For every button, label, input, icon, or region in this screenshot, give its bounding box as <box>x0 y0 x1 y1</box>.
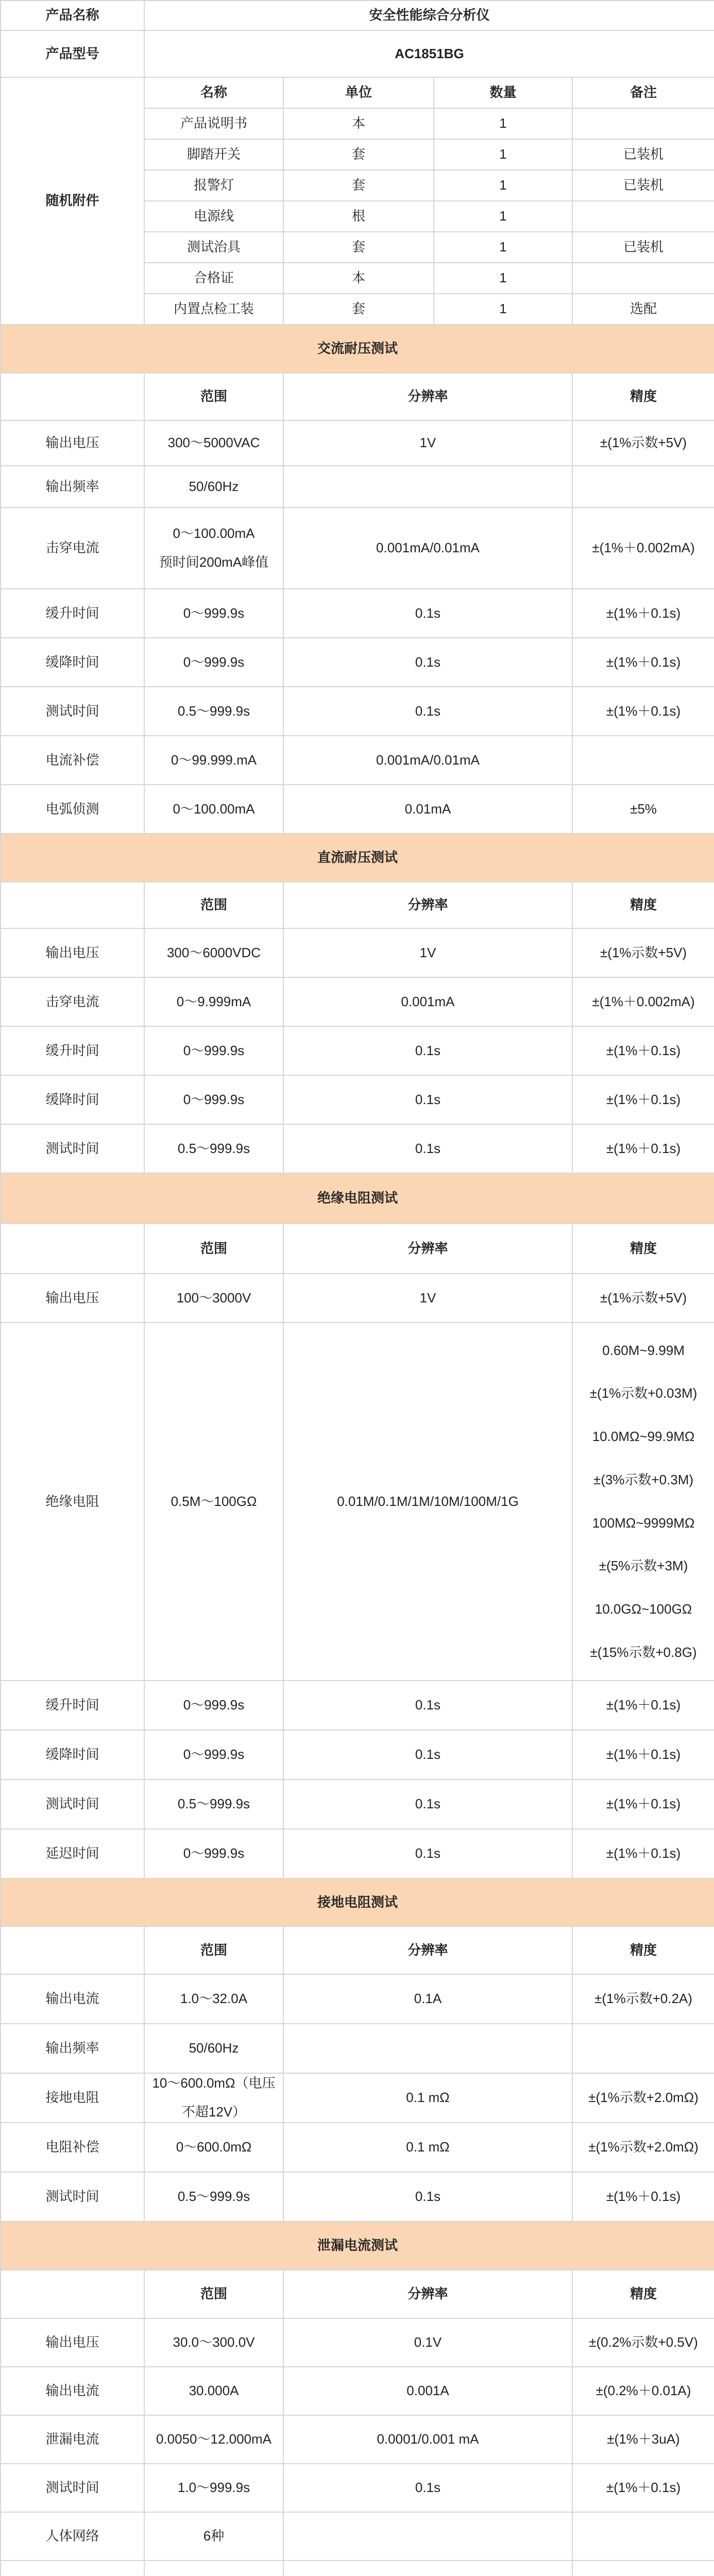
resolution-value <box>283 2561 572 2576</box>
accuracy-header: 精度 <box>572 2270 714 2318</box>
param-name: 缓降时间 <box>1 1075 144 1124</box>
spec-row <box>1 2464 714 2512</box>
accuracy-value: ±(1%＋0.1s) <box>572 1075 714 1124</box>
spec-row <box>1 2073 714 2123</box>
resolution-value: 0.01mA <box>283 785 572 834</box>
accessory-cell: 1 <box>434 201 572 232</box>
param-name: 测试时间 <box>1 2464 144 2512</box>
accessory-cell: 套 <box>283 232 434 263</box>
spec-row <box>1 1274 714 1323</box>
accessory-cell: 测试治具 <box>144 232 283 263</box>
param-name: 泄漏电流 <box>1 2415 144 2464</box>
spec-row <box>1 1026 714 1075</box>
accuracy-value: ±(1%示数+2.0mΩ) <box>572 2123 714 2172</box>
spec-row <box>1 638 714 687</box>
header-empty-cell <box>1 2270 144 2318</box>
resolution-value: 0.1s <box>283 1681 572 1730</box>
cell-line: 10～600.0mΩ（电压 <box>152 2075 276 2091</box>
param-name: 缓升时间 <box>1 589 144 638</box>
resolution-value: 0.001mA/0.01mA <box>283 736 572 785</box>
spec-row <box>1 2024 714 2073</box>
param-name: 输出频率 <box>1 466 144 507</box>
section-title-dcw: 直流耐压测试 <box>1 834 714 882</box>
accessory-header-cell: 单位 <box>283 77 434 108</box>
accuracy-value: ±(0.2%＋0.01A) <box>572 2367 714 2415</box>
accessory-cell: 1 <box>434 108 572 139</box>
accuracy-value <box>572 2512 714 2561</box>
resolution-header: 分辨率 <box>283 373 572 420</box>
param-name <box>1 2561 144 2576</box>
accuracy-value: ±(0.2%示数+0.5V) <box>572 2318 714 2367</box>
product-model-value: AC1851BG <box>144 30 714 77</box>
accuracy-value <box>572 2024 714 2073</box>
range-value: 300～6000VDC <box>144 928 283 977</box>
range-header: 范围 <box>144 1926 283 1974</box>
range-value: 300～5000VAC <box>144 420 283 466</box>
range-value: 30.0～300.0V <box>144 2318 283 2367</box>
accessory-cell: 已装机 <box>572 232 714 263</box>
section-title-row <box>1 834 714 882</box>
accessory-cell: 脚踏开关 <box>144 139 283 170</box>
param-name: 输出电压 <box>1 928 144 977</box>
range-value: 0～600.0mΩ <box>144 2123 283 2172</box>
range-value: 0～999.9s <box>144 589 283 638</box>
accessory-cell: 报警灯 <box>144 170 283 201</box>
resolution-value: 0.1s <box>283 687 572 736</box>
resolution-value: 0.0001/0.001 mA <box>283 2415 572 2464</box>
param-name: 电阻补偿 <box>1 2123 144 2172</box>
accessory-header-cell: 名称 <box>144 77 283 108</box>
range-value: 6种 <box>144 2512 283 2561</box>
accessory-cell: 合格证 <box>144 263 283 294</box>
cell-line: ±(5%示数+3M) <box>599 1558 688 1574</box>
accuracy-value: ±(1%＋0.1s) <box>572 2172 714 2222</box>
resolution-header: 分辨率 <box>283 882 572 928</box>
spec-row <box>1 1681 714 1730</box>
resolution-value: 0.1s <box>283 638 572 687</box>
accuracy-value: ±(1%＋0.002mA) <box>572 977 714 1026</box>
param-name: 延迟时间 <box>1 1829 144 1878</box>
range-value: 0～999.9s <box>144 1829 283 1878</box>
product-model-row <box>1 30 714 77</box>
product-name-row <box>1 1 714 30</box>
cell-line: 0～100.00mA <box>173 526 255 541</box>
param-name: 测试时间 <box>1 1124 144 1173</box>
accuracy-value <box>572 736 714 785</box>
range-value: 0～999.9s <box>144 638 283 687</box>
accuracy-value: ±(1%示数+2.0mΩ) <box>572 2073 714 2123</box>
range-value: 0.5～999.9s <box>144 1124 283 1173</box>
header-empty-cell <box>1 373 144 420</box>
range-value <box>144 2073 283 2123</box>
resolution-value: 0.1s <box>283 589 572 638</box>
accuracy-value: ±5% <box>572 785 714 834</box>
accessory-header-cell: 数量 <box>434 77 572 108</box>
accuracy-value: ±(1%＋0.1s) <box>572 1124 714 1173</box>
range-value: 100～3000V <box>144 1274 283 1323</box>
accuracy-value: ±(1%示数+5V) <box>572 420 714 466</box>
param-name: 输出频率 <box>1 2024 144 2073</box>
range-value: 0.0050～12.000mA <box>144 2415 283 2464</box>
range-value: 0.5～999.9s <box>144 2172 283 2222</box>
param-name: 缓降时间 <box>1 1730 144 1780</box>
range-value: 0～9.999mA <box>144 977 283 1026</box>
param-name: 缓升时间 <box>1 1026 144 1075</box>
range-value: 1.0～32.0A <box>144 1974 283 2024</box>
section-title-row <box>1 1878 714 1926</box>
spec-row <box>1 1780 714 1829</box>
resolution-value: 0.1 mΩ <box>283 2073 572 2123</box>
param-name: 电弧侦测 <box>1 785 144 834</box>
resolution-value: 0.01M/0.1M/1M/10M/100M/1G <box>283 1323 572 1681</box>
accuracy-value: ±(1%＋0.1s) <box>572 1780 714 1829</box>
accuracy-value <box>572 466 714 507</box>
param-name: 输出电压 <box>1 2318 144 2367</box>
accuracy-value <box>572 2561 714 2576</box>
accuracy-value: ±(1%示数+0.2A) <box>572 1974 714 2024</box>
cell-line: 预时间200mA峰值 <box>159 554 269 570</box>
resolution-value: 1V <box>283 420 572 466</box>
resolution-value: 0.1s <box>283 2172 572 2222</box>
spec-row <box>1 928 714 977</box>
accessory-cell: 根 <box>283 201 434 232</box>
header-empty-cell <box>1 1224 144 1274</box>
spec-row <box>1 1730 714 1780</box>
accuracy-value: ±(1%＋3uA) <box>572 2415 714 2464</box>
resolution-value: 0.1s <box>283 1730 572 1780</box>
accessory-cell: 本 <box>283 108 434 139</box>
resolution-value: 0.1s <box>283 1780 572 1829</box>
spec-row <box>1 1829 714 1878</box>
accessory-cell <box>572 201 714 232</box>
spec-row <box>1 466 714 507</box>
range-value: 0～999.9s <box>144 1730 283 1780</box>
product-name-label: 产品名称 <box>1 1 144 30</box>
accuracy-header: 精度 <box>572 1926 714 1974</box>
spec-row <box>1 1974 714 2024</box>
resolution-value: 0.1s <box>283 1026 572 1075</box>
spec-row <box>1 785 714 834</box>
accessory-cell: 内置点检工装 <box>144 294 283 325</box>
resolution-value: 0.1 mΩ <box>283 2123 572 2172</box>
product-model-label: 产品型号 <box>1 30 144 77</box>
resolution-header: 分辨率 <box>283 1926 572 1974</box>
accessory-cell: 已装机 <box>572 139 714 170</box>
resolution-value <box>283 2512 572 2561</box>
range-value: 50/60Hz <box>144 466 283 507</box>
section-title-row <box>1 2222 714 2270</box>
cell-line: 100MΩ~9999MΩ <box>592 1515 695 1531</box>
resolution-value: 0.1s <box>283 1829 572 1878</box>
accuracy-value: ±(1%＋0.1s) <box>572 1681 714 1730</box>
resolution-value <box>283 466 572 507</box>
accuracy-header: 精度 <box>572 1224 714 1274</box>
cell-line: 不超12V） <box>181 2104 246 2120</box>
resolution-value: 1V <box>283 928 572 977</box>
cell-line: 10.0GΩ~100GΩ <box>594 1601 692 1617</box>
section-title-ir: 绝缘电阻测试 <box>1 1173 714 1224</box>
spec-row <box>1 2512 714 2561</box>
range-value: 50/60Hz <box>144 2024 283 2073</box>
range-header: 范围 <box>144 373 283 420</box>
resolution-value: 1V <box>283 1274 572 1323</box>
spec-row <box>1 2318 714 2367</box>
accessory-header-row <box>1 77 714 108</box>
spec-row <box>1 507 714 589</box>
accuracy-header: 精度 <box>572 373 714 420</box>
range-value <box>144 507 283 589</box>
accessory-cell: 本 <box>283 263 434 294</box>
range-value: 0～999.9s <box>144 1075 283 1124</box>
param-name: 击穿电流 <box>1 507 144 589</box>
resolution-value: 0.1s <box>283 1075 572 1124</box>
product-name-value: 安全性能综合分析仪 <box>144 1 714 30</box>
spec-row <box>1 687 714 736</box>
cell-line: 10.0MΩ~99.9MΩ <box>592 1429 695 1445</box>
param-name: 输出电流 <box>1 1974 144 2024</box>
range-header: 范围 <box>144 1224 283 1274</box>
accessory-cell <box>572 108 714 139</box>
range-value: 0.5～999.9s <box>144 1780 283 1829</box>
param-name: 缓降时间 <box>1 638 144 687</box>
accessory-cell: 1 <box>434 294 572 325</box>
accessory-cell: 套 <box>283 170 434 201</box>
spec-row <box>1 1323 714 1681</box>
accuracy-value: ±(1%＋0.1s) <box>572 1730 714 1780</box>
accessories-label: 随机附件 <box>1 77 144 325</box>
resolution-value: 0.1V <box>283 2318 572 2367</box>
cell-line: 0.60M~9.99M <box>602 1342 685 1358</box>
column-header-row <box>1 882 714 928</box>
spec-row <box>1 2415 714 2464</box>
param-name: 缓升时间 <box>1 1681 144 1730</box>
range-value: 0～999.9s <box>144 1026 283 1075</box>
param-name: 测试时间 <box>1 687 144 736</box>
accuracy-value <box>572 1323 714 1681</box>
param-name: 测试时间 <box>1 2172 144 2222</box>
column-header-row <box>1 373 714 420</box>
range-value: 0.5～999.9s <box>144 687 283 736</box>
section-title-row <box>1 325 714 373</box>
resolution-value <box>283 2024 572 2073</box>
spec-row <box>1 2561 714 2576</box>
accessory-header-cell: 备注 <box>572 77 714 108</box>
resolution-value: 0.001A <box>283 2367 572 2415</box>
accessory-cell: 套 <box>283 294 434 325</box>
param-name: 人体网络 <box>1 2512 144 2561</box>
accuracy-value: ±(1%＋0.1s) <box>572 1026 714 1075</box>
accessory-cell: 套 <box>283 139 434 170</box>
spec-row <box>1 2367 714 2415</box>
section-title-gr: 接地电阻测试 <box>1 1878 714 1926</box>
param-name: 电流补偿 <box>1 736 144 785</box>
resolution-value: 0.1s <box>283 2464 572 2512</box>
header-empty-cell <box>1 1926 144 1974</box>
resolution-value: 0.001mA/0.01mA <box>283 507 572 589</box>
param-name: 击穿电流 <box>1 977 144 1026</box>
spec-row <box>1 2172 714 2222</box>
section-title-row <box>1 1173 714 1224</box>
accessory-cell: 选配 <box>572 294 714 325</box>
spec-row <box>1 2123 714 2172</box>
accessory-cell: 1 <box>434 263 572 294</box>
range-header: 范围 <box>144 2270 283 2318</box>
accuracy-value: ±(1%＋0.002mA) <box>572 507 714 589</box>
cell-line: ±(1%示数+0.03M) <box>589 1385 698 1401</box>
accessory-cell: 电源线 <box>144 201 283 232</box>
spec-row <box>1 589 714 638</box>
spec-row <box>1 736 714 785</box>
accessory-cell: 1 <box>434 170 572 201</box>
section-title-acw: 交流耐压测试 <box>1 325 714 373</box>
accuracy-header: 精度 <box>572 882 714 928</box>
spec-row <box>1 977 714 1026</box>
range-value: 0～100.00mA <box>144 785 283 834</box>
accuracy-value: ±(1%示数+5V) <box>572 1274 714 1323</box>
accuracy-value: ±(1%＋0.1s) <box>572 1829 714 1878</box>
param-name: 测试时间 <box>1 1780 144 1829</box>
param-name: 接地电阻 <box>1 2073 144 2123</box>
accuracy-value: ±(1%＋0.1s) <box>572 638 714 687</box>
resolution-value: 0.001mA <box>283 977 572 1026</box>
param-name: 输出电压 <box>1 420 144 466</box>
cell-line: ±(3%示数+0.3M) <box>593 1471 694 1487</box>
column-header-row <box>1 2270 714 2318</box>
accuracy-value: ±(1%＋0.1s) <box>572 687 714 736</box>
range-value: 0～99.999.mA <box>144 736 283 785</box>
spec-row <box>1 420 714 466</box>
range-value: 1.0～999.9s <box>144 2464 283 2512</box>
spec-row <box>1 1124 714 1173</box>
accessory-cell: 1 <box>434 232 572 263</box>
range-value: 0～999.9s <box>144 1681 283 1730</box>
accessory-cell: 产品说明书 <box>144 108 283 139</box>
param-name: 绝缘电阻 <box>1 1323 144 1681</box>
accuracy-value: ±(1%示数+5V) <box>572 928 714 977</box>
section-title-lc: 泄漏电流测试 <box>1 2222 714 2270</box>
column-header-row <box>1 1926 714 1974</box>
column-header-row <box>1 1224 714 1274</box>
accessory-cell <box>572 263 714 294</box>
header-empty-cell <box>1 882 144 928</box>
range-header: 范围 <box>144 882 283 928</box>
range-value: 0.5M～100GΩ <box>144 1323 283 1681</box>
cell-line: ±(15%示数+0.8G) <box>590 1644 697 1660</box>
range-value: 30.000A <box>144 2367 283 2415</box>
range-value <box>144 2561 283 2576</box>
resolution-header: 分辨率 <box>283 2270 572 2318</box>
accuracy-value: ±(1%＋0.1s) <box>572 2464 714 2512</box>
resolution-value: 0.1s <box>283 1124 572 1173</box>
accessory-cell: 已装机 <box>572 170 714 201</box>
resolution-value: 0.1A <box>283 1974 572 2024</box>
resolution-header: 分辨率 <box>283 1224 572 1274</box>
accessory-cell: 1 <box>434 139 572 170</box>
spec-row <box>1 1075 714 1124</box>
accuracy-value: ±(1%＋0.1s) <box>572 589 714 638</box>
param-name: 输出电压 <box>1 1274 144 1323</box>
param-name: 输出电流 <box>1 2367 144 2415</box>
